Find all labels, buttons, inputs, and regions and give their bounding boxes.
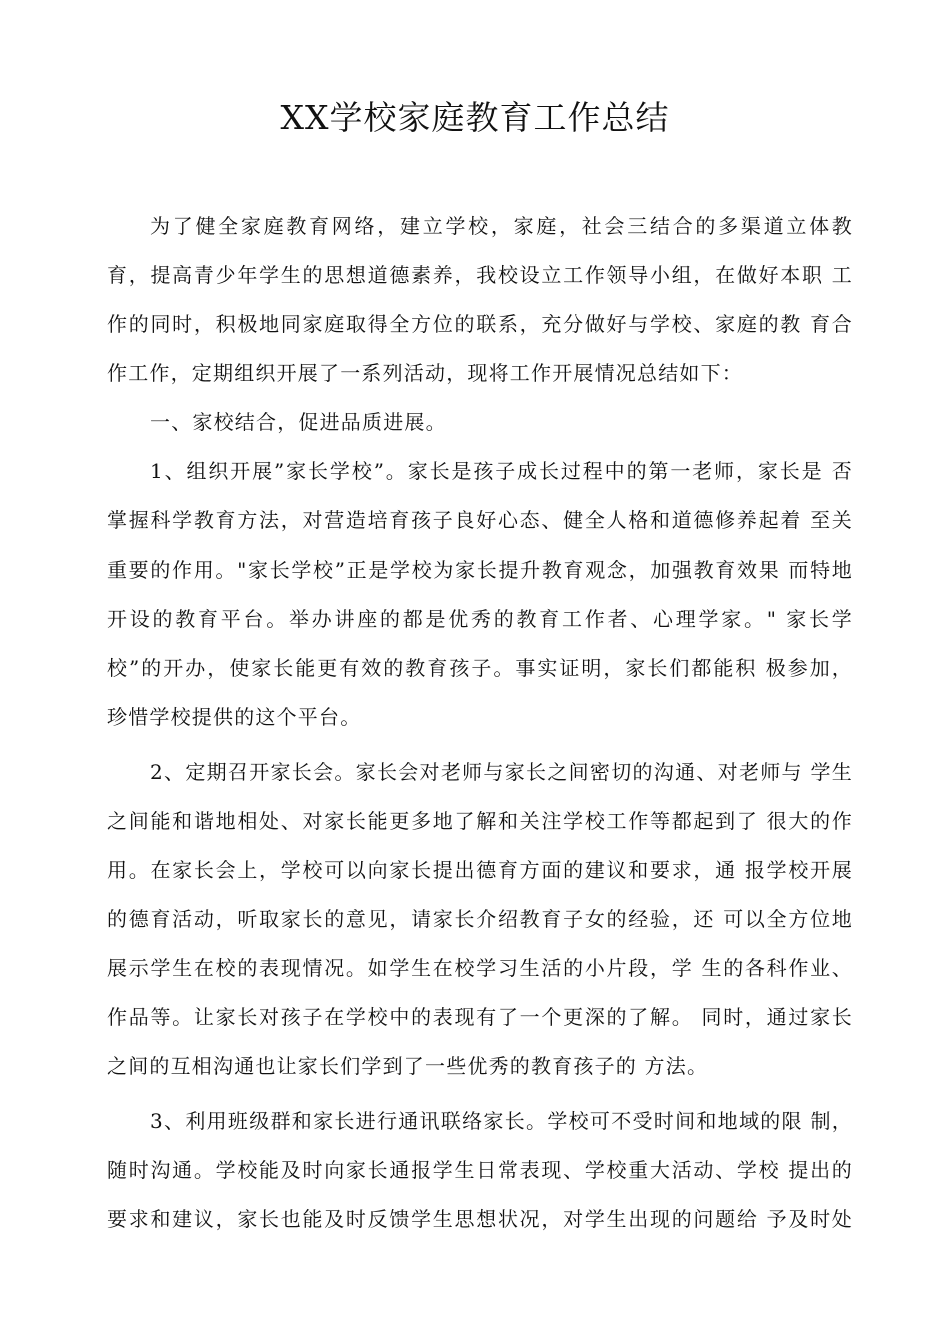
body-line: 3、利用班级群和家长进行通讯联络家长。学校可不受时间和地域的限 制， (150, 1109, 853, 1133)
body-line: 展示学生在校的表现情况。如学生在校学习生活的小片段，学 生的各科作业、 (107, 956, 853, 980)
section-heading: 一、家校结合，促进品质进展。 (150, 410, 447, 434)
body-line: 作品等。让家长对孩子在学校中的表现有了一个更深的了解。 同时，通过家长 (107, 1005, 853, 1029)
body-line: 重要的作用。"家长学校”正是学校为家长提升教育观念，加强教育效果 而特地 (107, 558, 853, 582)
body-line: 要求和建议，家长也能及时反馈学生思想状况，对学生出现的问题给 予及时处 (107, 1207, 853, 1231)
body-line: 掌握科学教育方法，对营造培育孩子良好心态、健全人格和道德修养起着 至关 (107, 508, 853, 532)
body-line: 珍惜学校提供的这个平台。 (107, 705, 362, 729)
document-title: XX学校家庭教育工作总结 (280, 98, 670, 137)
body-line: 校”的开办，使家长能更有效的教育孩子。事实证明，家长们都能积 极参加， (107, 656, 853, 680)
body-line: 为了健全家庭教育网络，建立学校，家庭，社会三结合的多渠道立体教 (150, 214, 853, 238)
body-line: 随时沟通。学校能及时向家长通报学生日常表现、学校重大活动、学校 提出的 (107, 1158, 853, 1182)
body-line: 之间的互相沟通也让家长们学到了一些优秀的教育孩子的 方法。 (107, 1054, 709, 1078)
body-line: 之间能和谐地相处、对家长能更多地了解和关注学校工作等都起到了 很大的作 (107, 809, 853, 833)
body-line: 作工作，定期组织开展了一系列活动，现将工作开展情况总结如下： (107, 361, 743, 385)
body-line: 作的同时，积极地同家庭取得全方位的联系，充分做好与学校、家庭的教 育合 (107, 312, 853, 336)
body-line: 开设的教育平台。举办讲座的都是优秀的教育工作者、心理学家。" 家长学 (107, 607, 853, 631)
body-line: 2、定期召开家长会。家长会对老师与家长之间密切的沟通、对老师与 学生 (150, 760, 853, 784)
body-line: 用。在家长会上，学校可以向家长提出德育方面的建议和要求，通 报学校开展 (107, 858, 853, 882)
body-line: 1、组织开展”家长学校”。家长是孩子成长过程中的第一老师，家长是 否 (150, 459, 853, 483)
body-line: 育，提高青少年学生的思想道德素养，我校设立工作领导小组，在做好本职 工 (107, 263, 853, 287)
body-line: 的德育活动，听取家长的意见，请家长介绍教育子女的经验，还 可以全方位地 (107, 907, 853, 931)
